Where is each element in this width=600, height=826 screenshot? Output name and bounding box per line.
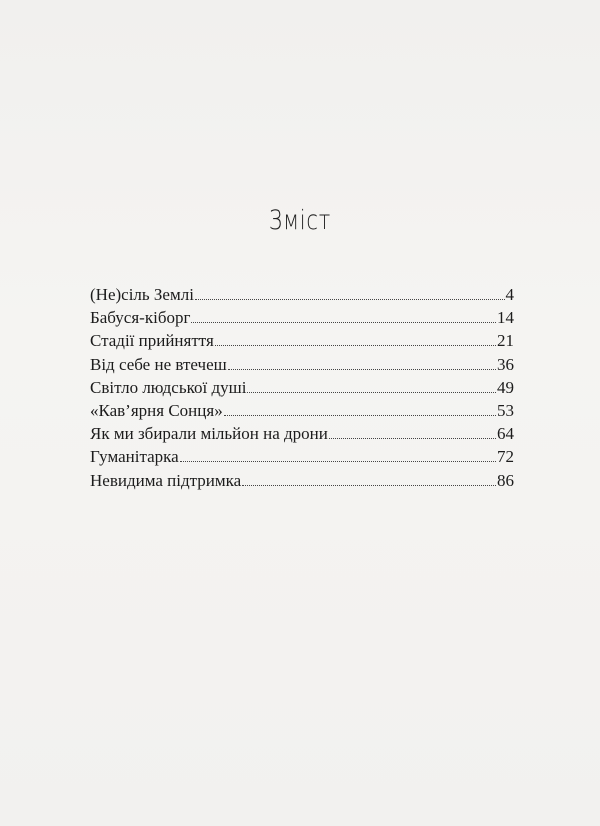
toc-dot-leader [224, 415, 496, 416]
toc-entry-title: «Кав’ярня Сонця» [90, 400, 223, 420]
toc-entry [90, 445, 514, 468]
toc-entry-title: (Не)сіль Землі [90, 285, 194, 304]
toc-entry [90, 399, 514, 422]
toc-dot-leader [329, 438, 496, 439]
toc-entry [90, 329, 514, 352]
page-title: Зміст [268, 205, 332, 236]
toc-entry [90, 376, 514, 399]
toc-entry-title: Як ми збирали мільйон на дрони [90, 424, 328, 444]
toc-dot-leader [195, 299, 505, 300]
toc-entry-title: Від себе не втечеш [90, 354, 227, 374]
toc-entry-title: Невидима підтримка [90, 470, 242, 490]
toc-entry-title: Стадії прийняття [90, 331, 214, 351]
toc-entry-title: Бабуся-кіборг [90, 308, 191, 328]
toc-entry [90, 283, 514, 306]
toc-entry [90, 306, 514, 329]
toc-entry-title: Світло людської душі [90, 377, 247, 397]
table-of-contents [90, 283, 514, 492]
toc-dot-leader [191, 322, 496, 323]
toc-entry-page: 49 [497, 377, 514, 397]
toc-entry-page: 86 [497, 470, 514, 490]
toc-entry-title: Гуманітарка [90, 447, 179, 467]
toc-dot-leader [215, 345, 496, 346]
toc-dot-leader [180, 461, 496, 462]
toc-entry-page: 53 [497, 400, 514, 420]
toc-entry [90, 469, 514, 492]
toc-entry-page: 72 [497, 447, 514, 467]
toc-dot-leader [228, 369, 496, 370]
toc-entry-page: 14 [497, 308, 514, 328]
toc-entry-page: 4 [505, 285, 514, 304]
toc-entry-page: 36 [497, 354, 514, 374]
toc-entry-page: 64 [497, 424, 514, 444]
toc-dot-leader [247, 392, 496, 393]
toc-dot-leader [242, 485, 496, 486]
toc-entry [90, 353, 514, 376]
toc-entry-page: 21 [497, 331, 514, 351]
toc-entry [90, 422, 514, 445]
